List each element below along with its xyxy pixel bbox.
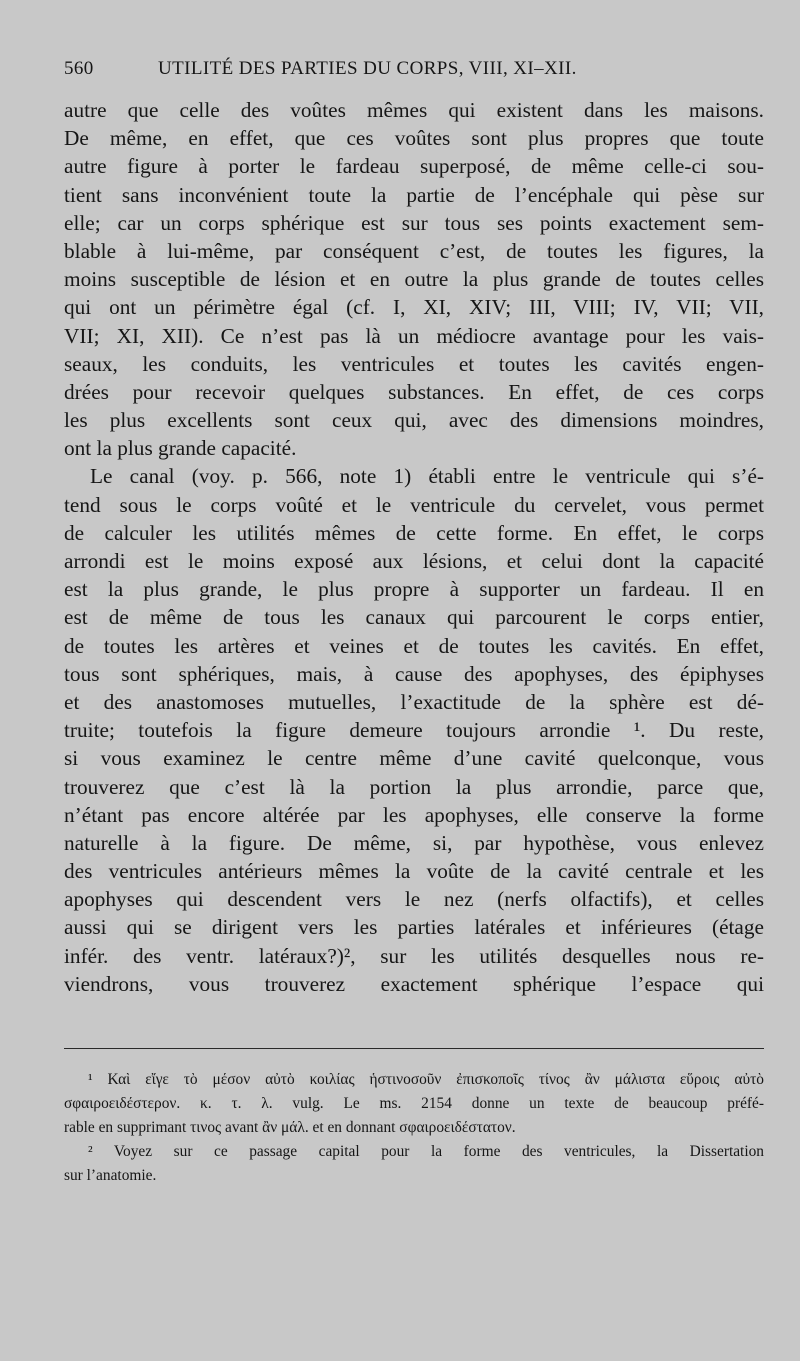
text-line: moins susceptible de lésion et en outre la plus grande de toutes celles <box>64 267 764 292</box>
footnote-line: ¹ Καὶ εἴγε τὸ μέσον αὐτὸ κοιλίας ἡστινοσοῦν ἐπισκοποῖς τίνος ἂν μάλιστα εὕροις αὐτὸ <box>88 1071 764 1088</box>
text-line: infér. des ventr. latéraux?)², sur les utilités desquelles nous re- <box>64 943 764 968</box>
text-line: autre figure à porter le fardeau superposé, de même celle-ci sou- <box>64 154 764 179</box>
text-line: est de même de tous les canaux qui parcourent le corps entier, <box>64 605 764 630</box>
text-line: les plus excellents sont ceux qui, avec des dimensions moindres, <box>64 408 764 433</box>
text-line: est la plus grande, le plus propre à supporter un fardeau. Il en <box>64 577 764 602</box>
text-line: si vous examinez le centre même d’une cavité quelconque, vous <box>64 746 764 771</box>
text-line: VII; XI, XII). Ce n’est pas là un médiocre avantage pour les vais- <box>64 323 764 348</box>
footnotes <box>64 1068 764 1188</box>
text-line: aussi qui se dirigent vers les parties latérales et inférieures (étage <box>64 915 764 940</box>
footnote-rule <box>64 1048 764 1049</box>
text-line: naturelle à la figure. De même, si, par hypothèse, vous enlevez <box>64 830 764 855</box>
footnote-line: σφαιροειδέστερον. κ. τ. λ. vulg. Le ms. 2154 donne un texte de beaucoup préfé- <box>64 1095 764 1112</box>
text-line: apophyses qui descendent vers le nez (nerfs olfactifs), et celles <box>64 887 764 912</box>
text-line: arrondi est le moins exposé aux lésions, et celui dont la capacité <box>64 549 764 573</box>
paragraph-start-line: Le canal (voy. p. 566, note 1) établi entre le ventricule qui s’é- <box>90 464 764 489</box>
text-line: qui ont un périmètre égal (cf. I, XI, XIV; III, VIII; IV, VII; VII, <box>64 295 764 320</box>
page-number: 560 <box>64 58 94 79</box>
text-line: et des anastomoses mutuelles, l’exactitude de la sphère est dé- <box>64 689 764 714</box>
text-line: viendrons, vous trouverez exactement sphérique l’espace qui <box>64 971 764 996</box>
paragraph-end-line: ont la plus grande capacité. <box>64 436 297 461</box>
text-line: autre que celle des voûtes mêmes qui existent dans les maisons. <box>64 98 764 122</box>
running-header <box>64 58 764 88</box>
text-line: n’étant pas encore altérée par les apophyses, elle conserve la forme <box>64 802 764 827</box>
footnote-line: rable en supprimant τινος avant ἂν μάλ. et en donnant σφαιροειδέστατον. <box>64 1119 516 1136</box>
text-line: elle; car un corps sphérique est sur tous ses points exactement sem- <box>64 210 764 235</box>
text-line: de toutes les artères et veines et de toutes les cavités. En effet, <box>64 633 764 658</box>
text-line: tient sans inconvénient toute la partie de l’encéphale qui pèse sur <box>64 182 764 207</box>
text-line: des ventricules antérieurs mêmes la voûte de la cavité centrale et les <box>64 859 764 884</box>
text-line: De même, en effet, que ces voûtes sont plus propres que toute <box>64 126 764 151</box>
text-line: tous sont sphériques, mais, à cause des apophyses, des épiphyses <box>64 661 764 686</box>
text-line: trouverez que c’est là la portion la plus arrondie, parce que, <box>64 774 764 799</box>
text-line: truite; toutefois la figure demeure toujours arrondie ¹. Du reste, <box>64 718 764 743</box>
footnote-line: ² Voyez sur ce passage capital pour la forme des ventricules, la Dissertation <box>88 1143 764 1160</box>
text-line: blable à lui-même, par conséquent c’est, de toutes les figures, la <box>64 238 764 263</box>
main-text <box>64 96 764 998</box>
running-title: UTILITÉ DES PARTIES DU CORPS, VIII, XI–XII. <box>158 58 577 79</box>
footnote-line: sur l’anatomie. <box>64 1167 157 1184</box>
text-line: tend sous le corps voûté et le ventricule du cervelet, vous permet <box>64 492 764 517</box>
text-line: drées pour recevoir quelques substances. En effet, de ces corps <box>64 379 764 404</box>
text-line: de calculer les utilités mêmes de cette forme. En effet, le corps <box>64 520 764 545</box>
text-line: seaux, les conduits, les ventricules et toutes les cavités engen- <box>64 351 764 376</box>
